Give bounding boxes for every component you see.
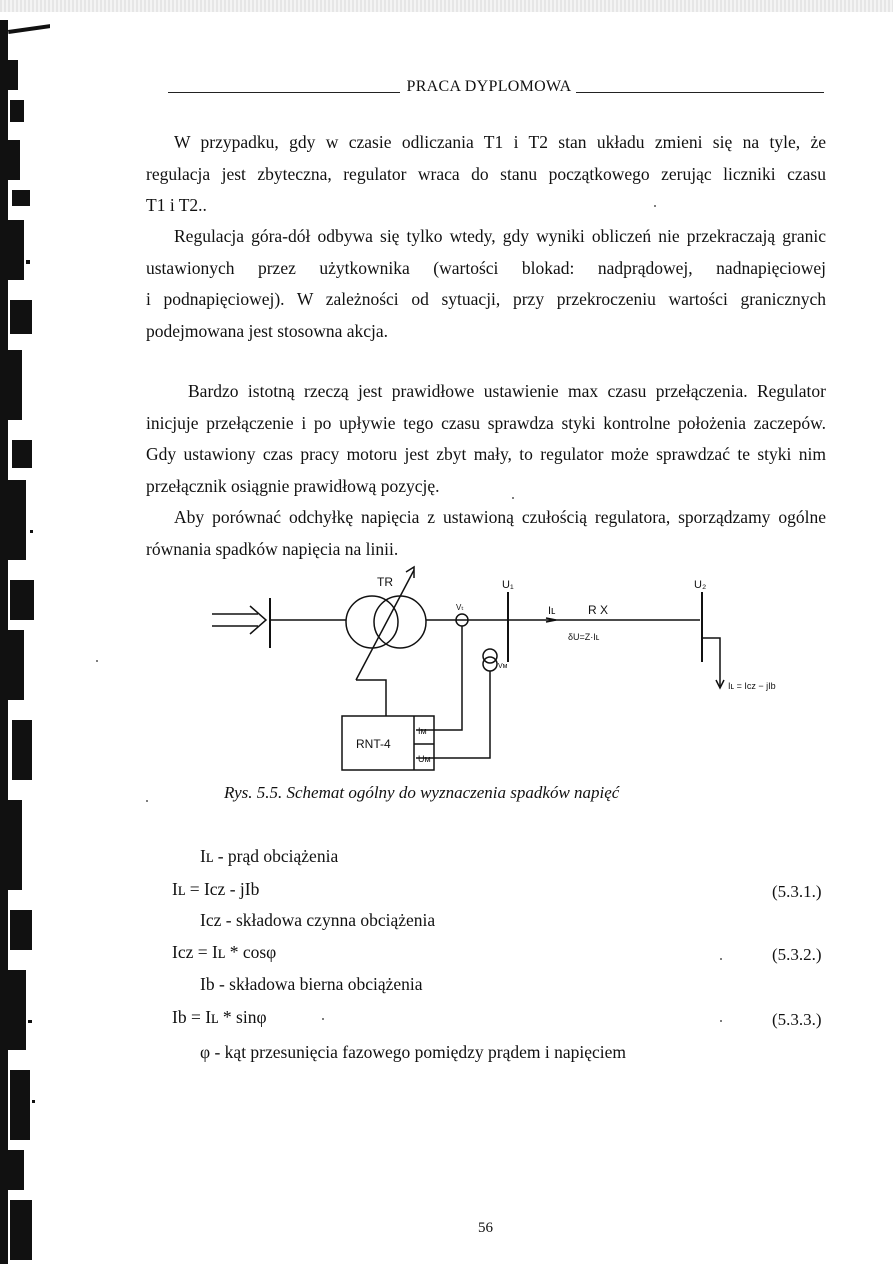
paragraph-3 xyxy=(146,376,826,502)
paragraph-line: i podnapięciowej). W zależności od sytuacji, przy przekroczeniu wartości granicznych xyxy=(146,289,826,309)
equation-3-number: (5.3.3.) xyxy=(772,1010,822,1029)
circuit-diagram xyxy=(200,562,840,782)
regulator-voltage-input: Uᴍ xyxy=(418,754,431,764)
transformer-label: TR xyxy=(377,575,393,589)
scan-speck xyxy=(512,497,514,499)
figure-caption: Rys. 5.5. Schemat ogólny do wyznaczenia spadków napięć xyxy=(224,783,620,802)
paragraph-line: Aby porównać odchyłkę napięcia z ustawioną czułością regulatora, sporządzamy ogólne xyxy=(174,507,826,527)
paragraph-line: inicjuje przełączenie i po upływie tego czasu sprawdza styki kontrolne położenia zaczepów. xyxy=(146,412,826,433)
paragraph-line: równania spadków napięcia na linii. xyxy=(146,538,399,559)
page-number: 56 xyxy=(478,1220,493,1236)
header-title: PRACA DYPLOMOWA xyxy=(406,78,572,95)
impedance-label: R X xyxy=(588,603,609,617)
scan-edge-noise xyxy=(0,20,50,1264)
paragraph-line: Regulacja góra-dół odbywa się tylko wtedy, gdy wyniki obliczeń nie przekraczają granic xyxy=(174,226,826,246)
bus-u1-label: U₁ xyxy=(502,579,514,591)
scan-speck xyxy=(720,958,722,960)
equation-2: Icz = Iʟ * cosφ xyxy=(172,942,277,962)
paragraph-line: ustawionych przez użytkownika (wartości blokad: nadprądowej, nadnapięciowej xyxy=(146,257,826,278)
equation-1: Iʟ = Icz - jIb xyxy=(172,879,260,899)
voltage-drop-label: δU=Z·Iʟ xyxy=(568,632,600,642)
equation-1-number: (5.3.1.) xyxy=(772,882,822,901)
paragraph-4 xyxy=(146,502,826,565)
current-label: Iʟ xyxy=(548,605,556,617)
current-transformer-label: Vᴍ xyxy=(498,663,508,670)
paragraph-line: W przypadku, gdy w czasie odliczania T1 i T2 stan układu zmieni się na tyle, że xyxy=(174,132,826,152)
paragraph-line: Gdy ustawiony czas pracy motoru jest zbyt mały, to regulator może sprawdzać te styki nim xyxy=(146,444,826,464)
load-current-label: Iʟ = Icz − jIb xyxy=(728,681,776,691)
scan-top-band xyxy=(0,0,893,12)
paragraph-line: Bardzo istotną rzeczą jest prawidłowe ustawienie max czasu przełączenia. Regulator xyxy=(188,381,826,401)
paragraph-line: T1 i T2.. xyxy=(146,195,207,215)
current-transformer-coil xyxy=(483,657,497,671)
wire-voltage xyxy=(416,626,462,730)
paragraph-2 xyxy=(146,221,826,347)
scan-speck xyxy=(720,1020,722,1022)
running-header xyxy=(168,78,824,100)
wire-control xyxy=(356,680,386,716)
header-rule-left xyxy=(168,92,400,93)
wire-current xyxy=(416,671,490,758)
paragraph-line: regulacja jest zbyteczna, regulator wraca do stanu początkowego zerując liczniki czasu xyxy=(146,163,826,184)
paragraph-line: przełącznik osiągnie prawidłową pozycję. xyxy=(146,475,440,496)
equation-2-number: (5.3.2.) xyxy=(772,945,822,964)
scan-speck xyxy=(96,660,98,662)
load-branch xyxy=(702,638,720,686)
regulator-label: RNT-4 xyxy=(356,737,391,751)
definition-ib: Ib - składowa bierna obciążenia xyxy=(200,974,423,994)
scan-speck xyxy=(146,800,148,802)
regulator-current-input: Iᴍ xyxy=(418,726,427,736)
equation-3: Ib = Iʟ * sinφ xyxy=(172,1007,267,1027)
definition-phi: φ - kąt przesunięcia fazowego pomiędzy prądem i napięciem xyxy=(200,1042,627,1062)
bus-u2-label: U₂ xyxy=(694,579,707,591)
paragraph-1 xyxy=(146,127,826,222)
voltage-transducer-label: Vₜ xyxy=(456,603,464,612)
input-arrow xyxy=(212,606,266,634)
current-transformer-symbol xyxy=(483,649,497,663)
scan-speck xyxy=(322,1018,324,1020)
header-rule-right xyxy=(576,92,824,93)
scan-speck xyxy=(654,205,656,207)
definition-icz: Icz - składowa czynna obciążenia xyxy=(200,910,436,930)
paragraph-line: podejmowana jest stosowna akcja. xyxy=(146,320,389,341)
definition-il: Iʟ - prąd obciążenia xyxy=(200,846,339,866)
